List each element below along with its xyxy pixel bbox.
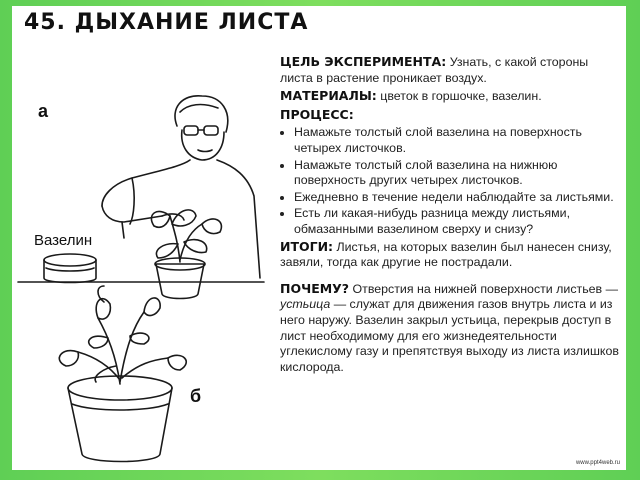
vaseline-label: Вазелин [34, 232, 93, 249]
why-heading: ПОЧЕМУ? [280, 280, 350, 296]
materials-paragraph [280, 88, 624, 105]
process-item-2: • Намажьте толстый слой вазелина на нижнюю поверхность других четырех листочков. [294, 158, 624, 189]
page-title: 45. ДЫХАНИЕ ЛИСТА [24, 10, 309, 35]
results-heading: ИТОГИ: [280, 238, 334, 254]
small-pot-plant [151, 210, 221, 299]
why-text-after: — служат для движения газов внутрь листа и из него наружу. Вазелин закрыл устьица, перекрыв доступ в лист необходимому для его жизнедеятельности углекислому газу и препятствуя выходу из листа излишков кислорода. [280, 297, 619, 374]
process-heading-paragraph [280, 107, 624, 124]
large-pot-plant [59, 286, 186, 462]
person-drawing [102, 96, 260, 278]
figure-label-b: б [190, 386, 202, 406]
why-paragraph [280, 281, 624, 376]
stomata-term: устьица [280, 297, 331, 312]
goal-heading: ЦЕЛЬ ЭКСПЕРИМЕНТА: [280, 54, 447, 69]
process-list [280, 125, 624, 237]
materials-text: цветок в горшочке, вазелин. [380, 89, 542, 104]
process-heading: ПРОЦЕСС: [280, 106, 354, 122]
instructions-text [280, 54, 624, 377]
results-text: Листья, на которых вазелин был нанесен снизу, завяли, тогда как другие не пострадали. [280, 239, 612, 270]
figure-label-a: а [38, 101, 49, 121]
results-paragraph [280, 239, 624, 271]
worksheet-page [12, 6, 626, 470]
goal-paragraph [280, 54, 624, 86]
why-text-before: Отверстия на нижней поверхности листьев — [352, 281, 618, 296]
process-item-3: • Ежедневно в течение недели наблюдайте за листьями. [294, 190, 624, 206]
experiment-illustration [12, 46, 282, 470]
watermark: www.ppt4web.ru [575, 460, 620, 466]
goal-text: Узнать, с какой стороны листа в растение проникает воздух. [280, 55, 589, 85]
process-item-1: • Намажьте толстый слой вазелина на поверхность четырех листочков. [294, 125, 624, 156]
materials-heading: МАТЕРИАЛЫ: [280, 88, 377, 104]
vaseline-jar [44, 254, 96, 283]
process-item-4: • Есть ли какая-нибудь разница между листьями, обмазанными вазелином сверху и снизу? [294, 206, 624, 237]
